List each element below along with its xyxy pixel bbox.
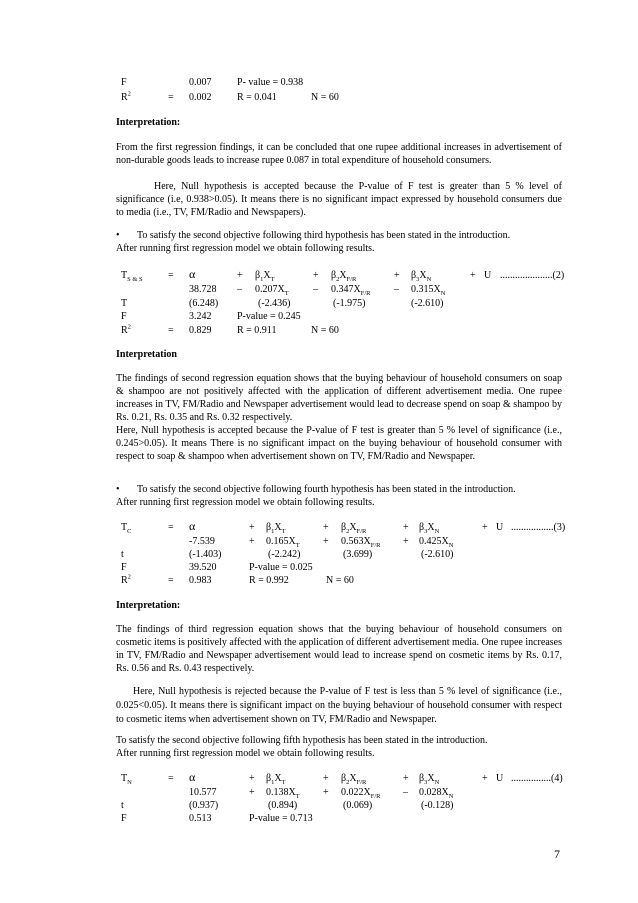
eq4-number: ................(4)	[511, 773, 563, 784]
eq4-plus-2: +	[323, 773, 329, 784]
eq2-coef-news: $0.315X_N$	[411, 284, 446, 297]
n-value: N = 60	[311, 92, 339, 103]
eq4-lhs: $T_N$	[121, 773, 132, 786]
eq4-t-3: (-0.128)	[421, 800, 454, 811]
eq2-beta2: $\beta_2X_{F/R}$	[331, 270, 357, 283]
eq2-t-2: (-1.975)	[333, 298, 366, 309]
eq3-t-3: (-2.610)	[421, 549, 454, 560]
eq4-equals: =	[168, 773, 174, 784]
eq2-r-value: R = 0.911	[237, 325, 277, 336]
r2-value: 0.002	[189, 92, 212, 103]
eq3-coef-tv: $0.165X_T$	[266, 536, 300, 549]
eq3-plus-1: +	[249, 522, 255, 533]
eq4-coef-news: $0.028X_N$	[419, 787, 454, 800]
eq4-sign-3: –	[403, 787, 408, 798]
eq4-plus-3: +	[403, 773, 409, 784]
eq4-coef-tv: $0.138X_T$	[266, 787, 300, 800]
r-value: R = 0.041	[237, 92, 277, 103]
eq2-r2-label: $R^2$	[121, 323, 131, 336]
paragraph-interp1-a: From the first regression findings, it can be concluded that one rupee additional increases in advertisement of non-durable goods leads to increase rupee 0.087 in total expenditure of household consumers.	[116, 142, 562, 166]
eq3-p-value: P-value = 0.025	[249, 562, 313, 573]
eq2-sign-1: –	[237, 284, 242, 295]
eq2-coef-fm: $0.347X_{F/R}$	[331, 284, 371, 297]
heading-interpretation-3: Interpretation:	[116, 600, 181, 611]
eq4-beta3: $\beta_3X_N$	[419, 773, 440, 786]
objective-line: To satisfy the second objective following fifth hypothesis has been stated in the introduction.	[116, 735, 488, 746]
eq2-t-label: T	[121, 298, 128, 309]
paragraph-interp3-b: Here, Null hypothesis is rejected because the P-value of F test is less than 5 % level of significance (i.e., 0.025<0.05). It means there is significant impact on the buying behaviour of household consumer with respect to cosmetic items when advertisement shown on TV, FM/Radio and Newspaper.	[116, 686, 562, 725]
eq4-u: U	[496, 773, 504, 784]
eq3-sign-1: +	[249, 536, 255, 547]
eq3-r2-value: 0.983	[189, 575, 212, 586]
eq2-coef-constant: 38.728	[189, 284, 217, 295]
eq3-plus-2: +	[323, 522, 329, 533]
eq2-beta3: $\beta_3X_N$	[411, 270, 432, 283]
eq2-lhs: $T_{S \& S}$	[121, 270, 143, 283]
eq3-number: .................(3)	[511, 522, 566, 533]
eq4-sign-2: +	[323, 787, 329, 798]
eq2-number: .....................(2)	[500, 270, 565, 281]
eq3-plus-4: +	[482, 522, 488, 533]
p-value: P- value = 0.938	[237, 77, 304, 88]
eq3-t-2: (3.699)	[343, 549, 373, 560]
eq3-coef-news: $0.425X_N$	[419, 536, 454, 549]
heading-interpretation-1: Interpretation:	[116, 117, 181, 128]
eq4-t-0: (0.937)	[189, 800, 219, 811]
eq3-coef-constant: -7.539	[189, 536, 215, 547]
eq3-coef-fm: $0.563X_{F/R}$	[341, 536, 381, 549]
eq4-beta1: $\beta_1X_T$	[266, 773, 286, 786]
objective-line: To satisfy the second objective following third hypothesis has been stated in the introduction.	[137, 230, 511, 241]
eq2-r2-value: 0.829	[189, 325, 212, 336]
eq2-t-0: (6.248)	[189, 298, 219, 309]
eq2-f-value: 3.242	[189, 311, 212, 322]
results-intro-line: After running first regression model we obtain following results.	[116, 748, 375, 759]
objective-line: To satisfy the second objective following fourth hypothesis has been stated in the introduction.	[137, 484, 516, 495]
eq2-alpha: α	[189, 267, 196, 281]
eq3-beta2: $\beta_2X_{F/R}$	[341, 522, 367, 535]
eq4-coef-fm: $0.022X_{F/R}$	[341, 787, 381, 800]
eq2-f-label: F	[121, 311, 127, 322]
f-value: 0.007	[189, 77, 212, 88]
eq2-equals: =	[168, 270, 174, 281]
eq3-sign-2: +	[323, 536, 329, 547]
eq2-sign-3: –	[394, 284, 399, 295]
eq4-t-label: t	[121, 800, 124, 811]
eq2-plus-2: +	[313, 270, 319, 281]
page-number: 7	[554, 847, 560, 861]
eq3-lhs: $T_C$	[121, 522, 132, 535]
eq4-sign-1: +	[249, 787, 255, 798]
eq2-plus-4: +	[470, 270, 476, 281]
eq3-plus-3: +	[403, 522, 409, 533]
results-intro-line: After running first regression model we obtain following results.	[116, 497, 375, 508]
f-label: F	[121, 77, 127, 88]
eq2-t-1: (-2.436)	[258, 298, 291, 309]
eq3-r-value: R = 0.992	[249, 575, 289, 586]
paragraph-interp3-a: The findings of third regression equation shows that the buying behaviour of household consumers on cosmetic items is positively affected with the application of different advertisement media. One rupee increases in TV, FM/Radio and Newspaper advertisement would lead to increase spend on cosmetic items by Rs. 0.17, Rs. 0.56 and Rs. 0.43 respectively.	[116, 624, 562, 674]
eq3-u: U	[496, 522, 504, 533]
eq2-plus-3: +	[394, 270, 400, 281]
eq3-equals: =	[168, 522, 174, 533]
eq2-sign-2: –	[313, 284, 318, 295]
eq4-f-value: 0.513	[189, 813, 212, 824]
eq4-p-value: P-value = 0.713	[249, 813, 313, 824]
eq3-n-value: N = 60	[326, 575, 354, 586]
eq2-plus-1: +	[237, 270, 243, 281]
eq2-u: U	[484, 270, 492, 281]
eq3-r2-label: $R^2$	[121, 573, 131, 586]
eq4-alpha: α	[189, 770, 196, 784]
heading-interpretation-2: Interpretation	[116, 349, 177, 360]
eq3-t-label: t	[121, 549, 124, 560]
eq2-t-3: (-2.610)	[411, 298, 444, 309]
eq3-beta1: $\beta_1X_T$	[266, 522, 286, 535]
results-intro-line: After running first regression model we obtain following results.	[116, 243, 375, 254]
eq4-coef-constant: 10.577	[189, 787, 217, 798]
eq3-t-0: (-1.403)	[189, 549, 222, 560]
eq3-alpha: α	[189, 519, 196, 533]
eq4-beta2: $\beta_2X_{F/R}$	[341, 773, 367, 786]
paragraph-interp2-b: Here, Null hypothesis is accepted because the P-value of F test is greater than 5 % level of significance (i.e., 0.245>0.05). It means There is no significant impact on the buying behaviour of household consumer with respect to soap & shampoo when advertisement shown on TV, FM/Radio and Newspaper.	[116, 425, 562, 462]
eq2-r2-equals: =	[168, 325, 174, 336]
eq3-t-1: (-2.242)	[268, 549, 301, 560]
r2-label: $R^2$	[121, 90, 131, 103]
eq4-t-2: (0.069)	[343, 800, 373, 811]
eq3-f-label: F	[121, 562, 127, 573]
eq4-plus-4: +	[482, 773, 488, 784]
eq3-r2-equals: =	[168, 575, 174, 586]
eq2-p-value: P-value = 0.245	[237, 311, 301, 322]
eq2-coef-tv: $0.207X_T$	[255, 284, 289, 297]
bullet: •	[116, 484, 120, 495]
eq2-beta1: $\beta_1X_T$	[255, 270, 275, 283]
paragraph-interp1-b: Here, Null hypothesis is accepted because the P-value of F test is greater than 5 % level of significance (i.e, 0.938>0.05). It means there is no significant impact expressed by household consumers due to media (i.e., TV, FM/Radio and Newspapers).	[116, 181, 562, 218]
paragraph-interp2-a: The findings of second regression equation shows that the buying behaviour of household consumers on soap & shampoo are not positively affected with the application of different advertisement media. One rupee increases in TV, FM/Radio and Newspaper advertisement would lead to decrease spend on soap & shampoo by Rs. 0.21, Rs. 0.35 and Rs. 0.32 respectively.	[116, 373, 562, 423]
eq3-f-value: 39.520	[189, 562, 217, 573]
eq4-plus-1: +	[249, 773, 255, 784]
eq3-beta3: $\beta_3X_N$	[419, 522, 440, 535]
bullet: •	[116, 230, 120, 241]
eq3-sign-3: +	[403, 536, 409, 547]
equals-sign: =	[168, 92, 174, 103]
eq4-f-label: F	[121, 813, 127, 824]
eq4-t-1: (0.894)	[268, 800, 298, 811]
eq2-n-value: N = 60	[311, 325, 339, 336]
